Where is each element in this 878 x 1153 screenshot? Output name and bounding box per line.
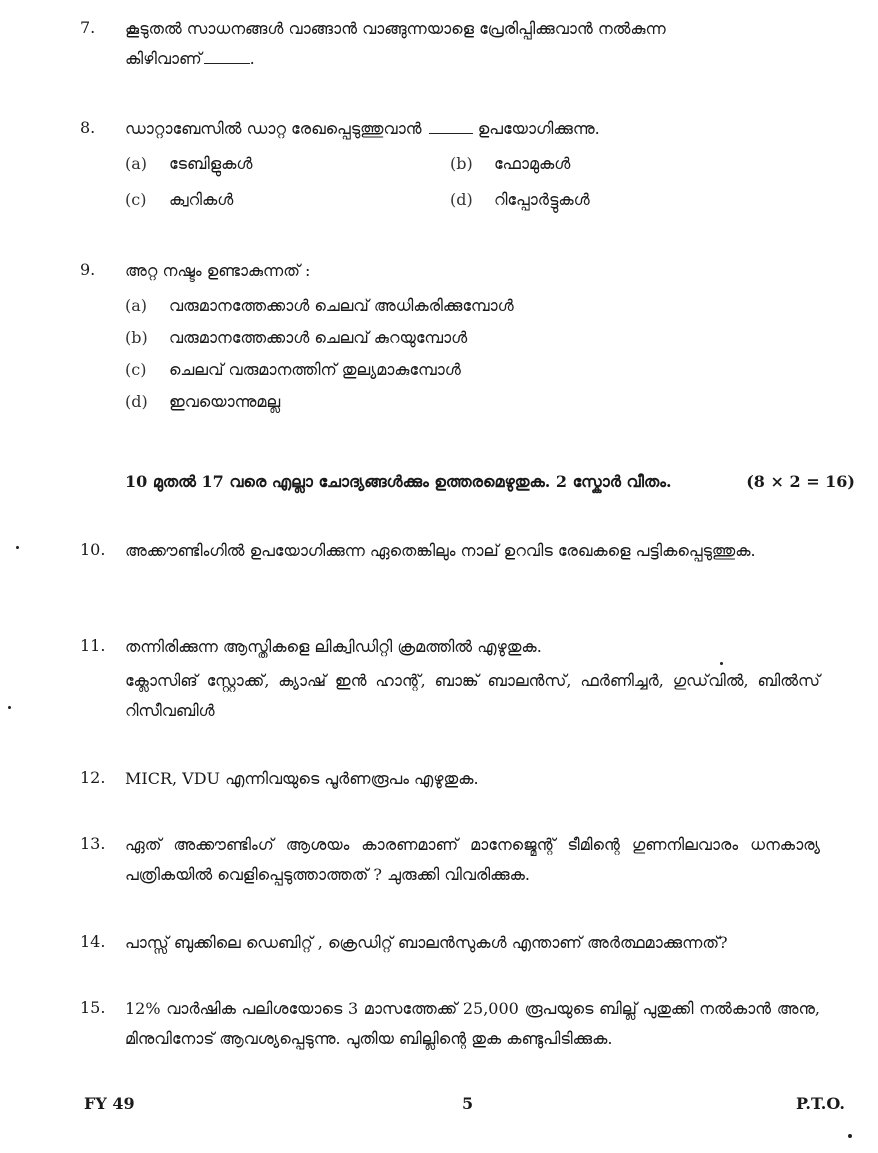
question-text: പാസ്സ് ബുക്കിലെ ഡെബിറ്റ് , ക്രെഡിറ്റ് ബാലൻസുകൾ എന്താണ് അർത്ഥമാക്കുന്നത്? (125, 933, 728, 952)
question-text-cont: കിഴിവാണ് (125, 49, 202, 68)
scan-speck (720, 662, 723, 665)
question-text: ഡാറ്റാബേസിൽ ഡാറ്റ രേഖപ്പെടുത്തുവാൻ (125, 119, 422, 138)
question-10 (80, 536, 820, 566)
option-d: (d) ഇവയൊന്നുമല്ല (125, 392, 281, 411)
question-number: 8. (80, 118, 96, 137)
option-c: (c) ചെലവ് വരുമാനത്തിന് തുല്യമാകുമ്പോൾ (125, 360, 461, 379)
option-d: (d) റിപ്പോർട്ടുകൾ (450, 190, 590, 209)
question-number: 14. (80, 932, 106, 951)
question-text: ഏത് അക്കൗണ്ടിംഗ് ആശയം കാരണമാണ് മാനേജ്മെന്റ് ടീമിന്റെ ഗുണനിലവാരം ധനകാര്യ പത്രികയിൽ വെളിപ്പെടുത്താത്തത് ? ചുരുക്കി വിവരിക്കുക. (125, 835, 820, 884)
answer-blank (204, 49, 250, 64)
question-number: 15. (80, 998, 106, 1017)
question-15 (80, 994, 820, 1054)
question-9 (80, 256, 820, 418)
options-grid (125, 148, 820, 216)
section-heading (125, 468, 855, 496)
option-b: (b) വരുമാനത്തേക്കാൾ ചെലവ് കുറയുമ്പോൾ (125, 328, 468, 347)
option-a: (a) ടേബിളുകൾ (125, 154, 253, 173)
section-instruction: 10 മുതൽ 17 വരെ എല്ലാ ചോദ്യങ്ങൾക്കും ഉത്തരമെഴുതുക. 2 സ്കോർ വീതം. (125, 472, 672, 491)
section-marks: (8 × 2 = 16) (746, 472, 855, 491)
question-number: 12. (80, 768, 106, 787)
scan-speck (16, 546, 19, 549)
scan-speck (848, 1134, 852, 1138)
paper-code: FY 49 (84, 1094, 135, 1113)
option-c: (c) ക്വറികൾ (125, 190, 234, 209)
question-14 (80, 928, 820, 958)
question-11 (80, 632, 820, 726)
question-13 (80, 830, 820, 890)
answer-blank (429, 119, 473, 134)
question-text: കൂടുതൽ സാധനങ്ങൾ വാങ്ങാൻ വാങ്ങുന്നയാളെ പ്രേരിപ്പിക്കുവാൻ നൽകുന്ന (125, 19, 666, 38)
scan-speck (8, 706, 11, 709)
question-number: 7. (80, 18, 96, 37)
options-list (125, 290, 820, 418)
question-12 (80, 764, 820, 794)
question-number: 13. (80, 834, 106, 853)
question-8 (80, 114, 820, 216)
option-b: (b) ഫോമുകൾ (450, 154, 571, 173)
question-number: 10. (80, 540, 106, 559)
question-text: 12% വാർഷിക പലിശയോടെ 3 മാസത്തേക്ക് 25,000 രൂപയുടെ ബില്ല് പുതുക്കി നൽകാൻ അനു, മിനുവിനോട് ആവശ്യപ്പെടുന്നു. പുതിയ ബില്ലിന്റെ തുക കണ്ടുപിടിക്കുക. (125, 999, 820, 1048)
question-number: 11. (80, 636, 106, 655)
option-a: (a) വരുമാനത്തേക്കാൾ ചെലവ് അധികരിക്കുമ്പോൾ (125, 296, 514, 315)
pto-label: P.T.O. (796, 1094, 845, 1113)
question-text: MICR, VDU എന്നിവയുടെ പൂർണരൂപം എഴുതുക. (125, 769, 479, 788)
page-number: 5 (462, 1094, 474, 1113)
question-text: അക്കൗണ്ടിംഗിൽ ഉപയോഗിക്കുന്ന ഏതെങ്കിലും നാല് ഉറവിട രേഖകളെ പട്ടികപ്പെടുത്തുക. (125, 541, 756, 560)
question-number: 9. (80, 260, 96, 279)
question-text: തന്നിരിക്കുന്ന ആസ്തികളെ ലിക്വിഡിറ്റി ക്രമത്തിൽ എഴുതുക. (125, 637, 542, 656)
question-7: 7. കൂടുതൽ സാധനങ്ങൾ വാങ്ങാൻ വാങ്ങുന്നയാളെ പ്രേരിപ്പിക്കുവാൻ നൽകുന്ന കിഴിവാണ് . (80, 14, 820, 74)
question-asset-list: ക്ലോസിങ് സ്റ്റോക്ക്, ക്യാഷ് ഇൻ ഹാന്റ്, ബാങ്ക് ബാലൻസ്, ഫർണിച്ചർ, ഗുഡ്‌വിൽ, ബിൽസ് റിസീവബിൾ (125, 671, 820, 720)
question-text-end: ഉപയോഗിക്കുന്നു. (477, 119, 600, 138)
question-text: അറ്റ നഷ്ടം ഉണ്ടാകുന്നത് : (125, 261, 311, 280)
